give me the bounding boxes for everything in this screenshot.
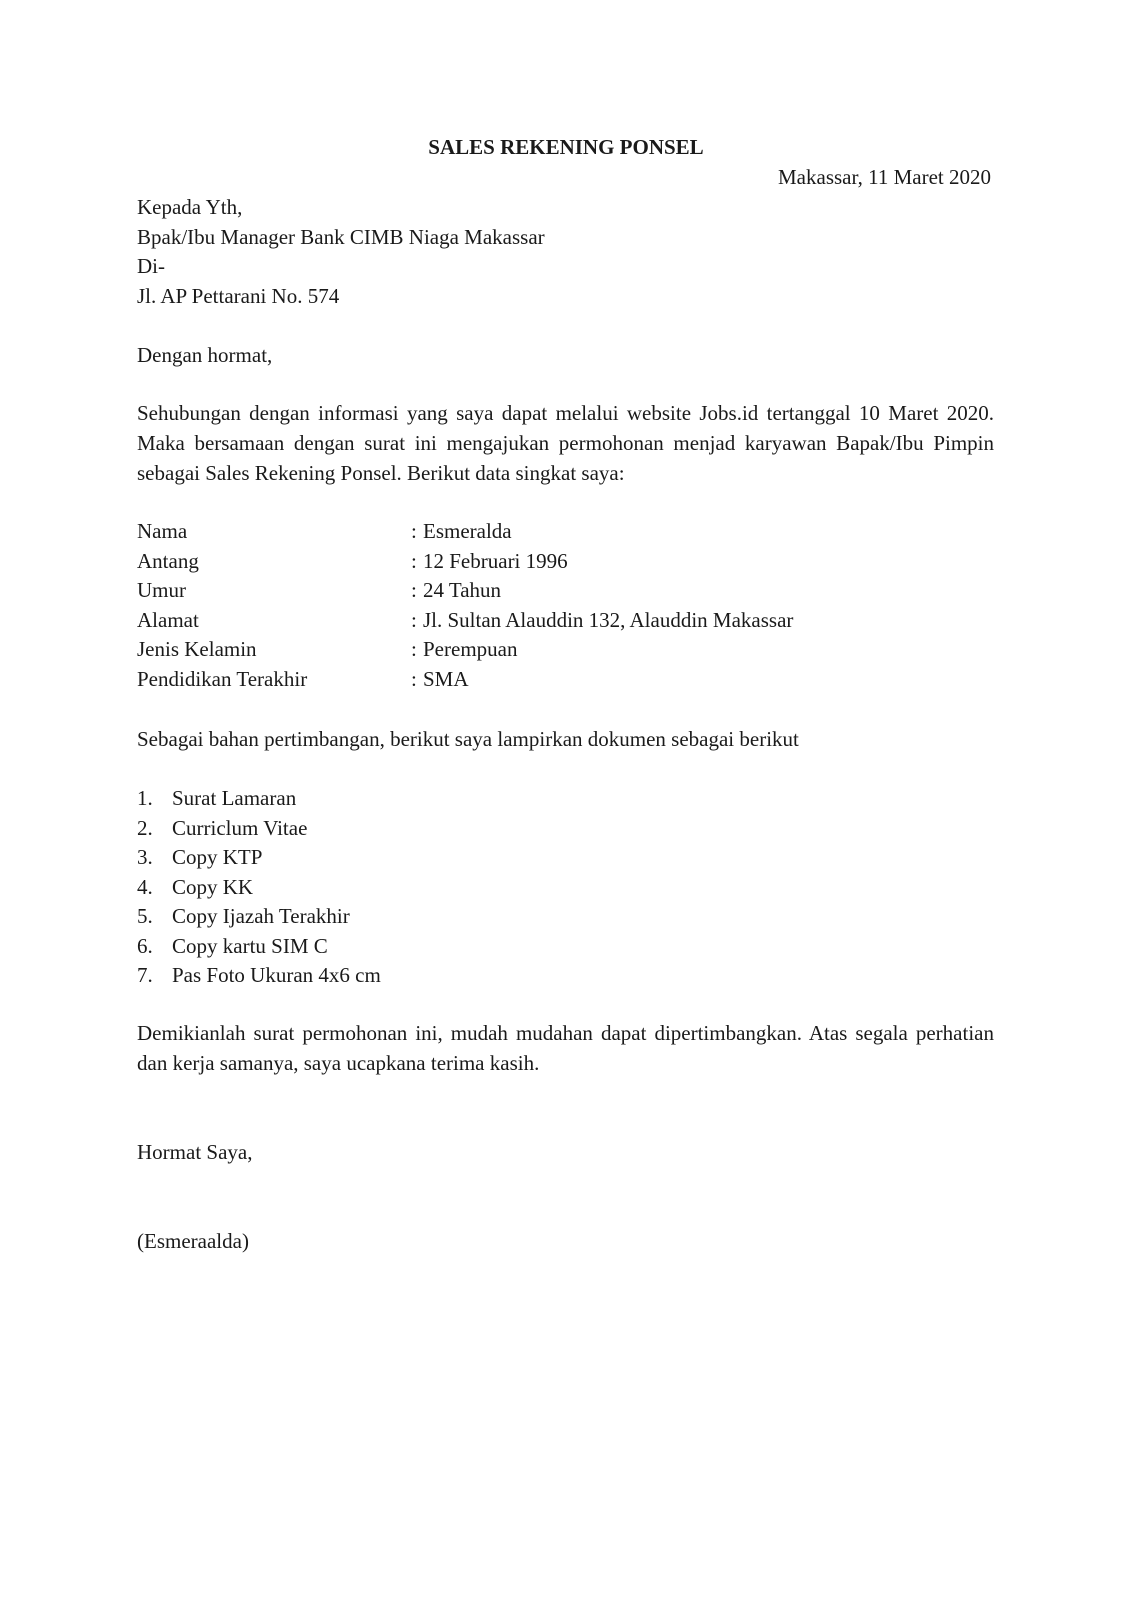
list-number: 5. [137,904,153,928]
field-label: Antang [137,549,199,573]
list-text: Pas Foto Ukuran 4x6 cm [172,963,381,987]
field-row-nama [137,519,994,549]
field-separator: : [411,519,417,543]
recipient-di: Di- [137,254,165,278]
recipient-name: Bpak/Ibu Manager Bank CIMB Niaga Makassar [137,225,545,249]
list-text: Surat Lamaran [172,786,297,810]
field-row-jenis-kelamin [137,637,994,667]
field-row-antang [137,549,994,579]
field-label: Pendidikan Terakhir [137,667,308,691]
list-text: Copy Ijazah Terakhir [172,904,350,928]
recipient-address: Jl. AP Pettarani No. 574 [137,284,340,308]
closing-paragraph: Demikianlah surat permohonan ini, mudah mudahan dapat dipertimbangkan. Atas segala perhatian dan kerja samanya, saya ucapkana terima kasih. [137,1021,994,1075]
field-label: Umur [137,578,186,602]
field-separator: : [411,637,417,661]
intro-paragraph: Sehubungan dengan informasi yang saya dapat melalui website Jobs.id tertanggal 10 Maret 2020. Maka bersamaan dengan surat ini mengajukan permohonan menjad karyawan Bapak/Ibu Pimpin sebagai Sales Rekening Ponsel. Berikut data singkat saya: [137,401,994,485]
letter-title: SALES REKENING PONSEL [428,135,704,159]
field-value: Jl. Sultan Alauddin 132, Alauddin Makassar [423,608,794,632]
list-number: 4. [137,875,153,899]
field-label: Nama [137,519,188,543]
field-label: Alamat [137,608,199,632]
list-text: Copy KTP [172,845,263,869]
field-row-pendidikan [137,667,994,697]
field-value: 12 Februari 1996 [423,549,568,573]
field-row-umur [137,578,994,608]
field-separator: : [411,667,417,691]
field-value: Perempuan [423,637,518,661]
list-number: 2. [137,816,153,840]
sign-off: Hormat Saya, [137,1140,253,1164]
field-value: Esmeralda [423,519,512,543]
list-number: 1. [137,786,153,810]
recipient-greeting: Kepada Yth, [137,195,243,219]
field-separator: : [411,578,417,602]
field-value: 24 Tahun [423,578,502,602]
field-value: SMA [423,667,469,691]
attachments-intro: Sebagai bahan pertimbangan, berikut saya lampirkan dokumen sebagai berikut [137,727,799,751]
field-label: Jenis Kelamin [137,637,257,661]
list-text: Copy KK [172,875,254,899]
list-number: 6. [137,934,153,958]
list-text: Curriclum Vitae [172,816,308,840]
field-separator: : [411,549,417,573]
list-number: 7. [137,963,153,987]
field-separator: : [411,608,417,632]
signature-name: (Esmeraalda) [137,1229,249,1253]
letter-date: Makassar, 11 Maret 2020 [778,165,991,189]
list-text: Copy kartu SIM C [172,934,328,958]
field-row-alamat [137,608,994,638]
list-number: 3. [137,845,153,869]
salutation: Dengan hormat, [137,343,273,367]
